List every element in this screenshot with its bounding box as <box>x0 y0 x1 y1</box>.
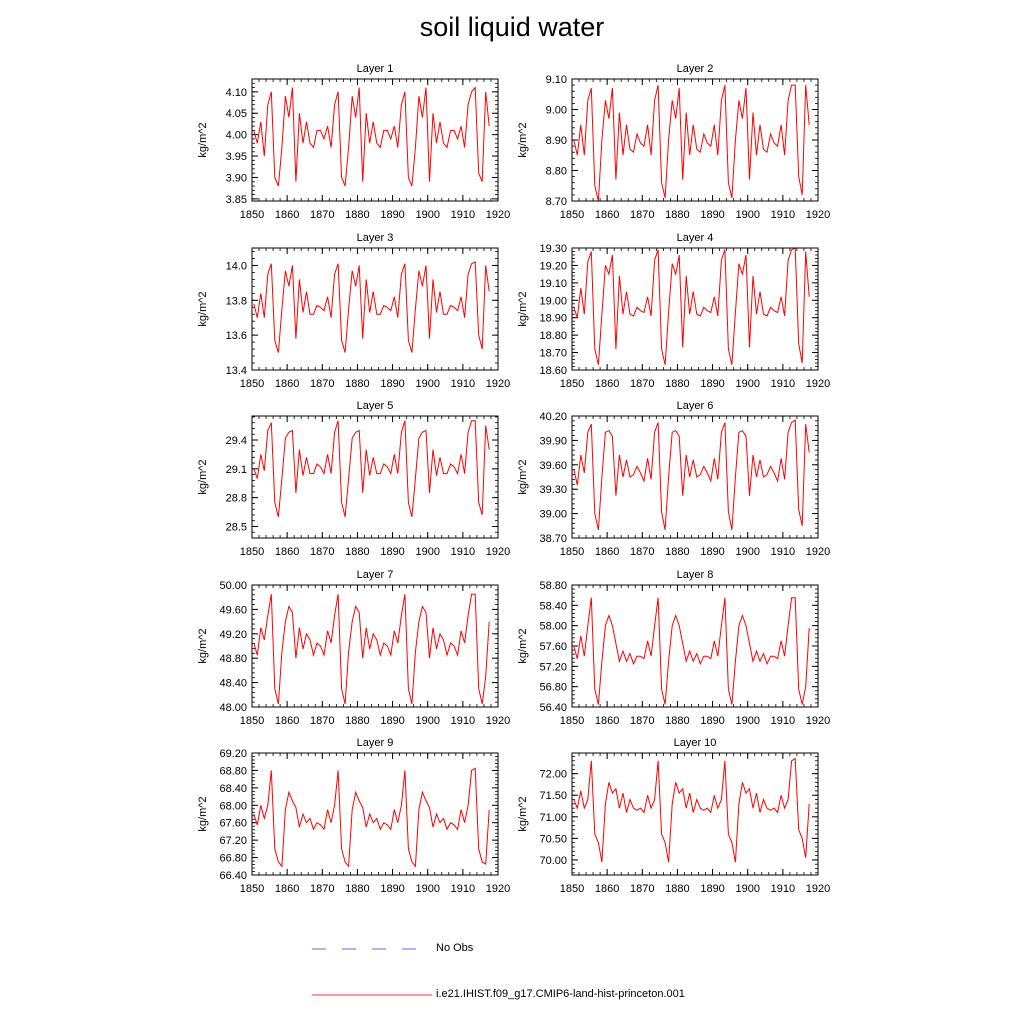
x-tick-label: 1910 <box>770 546 796 558</box>
y-tick-label: 39.60 <box>539 459 567 472</box>
y-tick-label: 70.00 <box>539 854 567 867</box>
y-tick-label: 72.00 <box>539 768 567 781</box>
x-tick-label: 1910 <box>450 378 476 390</box>
series-line <box>574 85 809 201</box>
y-tick-label: 57.20 <box>539 661 567 674</box>
x-tick-label: 1880 <box>345 883 370 895</box>
y-tick-label: 58.00 <box>539 620 567 633</box>
panel-title: Layer 4 <box>676 232 714 244</box>
x-tick-label: 1890 <box>700 209 725 221</box>
panel-7 <box>197 569 510 727</box>
x-tick-label: 1900 <box>415 546 440 558</box>
plot-frame <box>252 79 498 201</box>
x-tick-label: 1910 <box>770 883 796 895</box>
series-line <box>254 262 489 353</box>
y-axis-label: kg/m^2 <box>197 796 209 832</box>
x-tick-label: 1850 <box>559 209 585 221</box>
x-tick-label: 1880 <box>665 715 690 727</box>
panel-title: Layer 8 <box>676 569 714 581</box>
x-tick-label: 1890 <box>700 378 725 390</box>
y-tick-label: 19.20 <box>539 260 567 273</box>
series-line <box>574 759 809 863</box>
x-tick-label: 1900 <box>735 209 760 221</box>
y-tick-label: 13.6 <box>225 330 247 343</box>
y-tick-label: 4.10 <box>225 86 247 99</box>
x-tick-label: 1890 <box>380 715 405 727</box>
panel-title: Layer 3 <box>356 232 394 244</box>
x-tick-label: 1860 <box>594 209 620 221</box>
y-tick-label: 56.40 <box>539 702 567 714</box>
y-tick-label: 8.80 <box>545 165 567 178</box>
y-tick-label: 66.40 <box>219 870 247 882</box>
y-tick-label: 49.20 <box>219 628 247 641</box>
y-tick-label: 13.8 <box>225 295 247 308</box>
y-tick-label: 67.20 <box>219 835 247 848</box>
panel-title: Layer 6 <box>676 400 714 412</box>
series-line <box>574 598 809 705</box>
y-axis-label: kg/m^2 <box>197 459 209 495</box>
x-tick-label: 1880 <box>345 209 370 221</box>
legend-no-obs-label: No Obs <box>436 942 474 954</box>
y-tick-label: 68.80 <box>219 765 247 778</box>
x-tick-label: 1890 <box>380 378 405 390</box>
plot-frame <box>572 753 818 875</box>
x-tick-label: 1890 <box>380 883 405 895</box>
x-tick-label: 1850 <box>559 883 585 895</box>
y-axis-label: kg/m^2 <box>197 122 209 158</box>
x-tick-label: 1870 <box>310 209 335 221</box>
x-tick-label: 1920 <box>485 209 511 221</box>
x-tick-label: 1900 <box>415 378 440 390</box>
x-tick-label: 1870 <box>630 883 655 895</box>
x-tick-label: 1860 <box>274 546 300 558</box>
x-tick-label: 1880 <box>665 378 690 390</box>
x-tick-label: 1860 <box>274 209 300 221</box>
x-tick-label: 1910 <box>450 715 476 727</box>
x-tick-label: 1900 <box>735 715 760 727</box>
x-tick-label: 1850 <box>559 715 585 727</box>
panel-title: Layer 10 <box>673 737 717 749</box>
y-tick-label: 50.00 <box>219 580 247 592</box>
x-tick-label: 1900 <box>735 378 760 390</box>
y-axis-label: kg/m^2 <box>517 459 529 495</box>
y-tick-label: 39.00 <box>539 508 567 521</box>
panel-title: Layer 5 <box>356 400 394 412</box>
y-tick-label: 48.00 <box>219 702 247 714</box>
chart-title: soil liquid water <box>419 12 605 42</box>
x-tick-label: 1920 <box>485 546 511 558</box>
y-tick-label: 8.90 <box>545 135 567 147</box>
y-axis-label: kg/m^2 <box>517 122 529 158</box>
y-tick-label: 4.05 <box>225 108 247 121</box>
y-tick-label: 71.00 <box>539 811 567 824</box>
y-tick-label: 68.00 <box>219 800 247 813</box>
x-tick-label: 1920 <box>805 209 831 221</box>
plot-frame <box>572 585 818 707</box>
panel-4 <box>517 232 830 390</box>
x-tick-label: 1870 <box>310 378 335 390</box>
x-tick-label: 1880 <box>665 883 690 895</box>
y-tick-label: 71.50 <box>539 790 567 803</box>
x-tick-label: 1860 <box>274 378 300 390</box>
y-tick-label: 67.60 <box>219 817 247 830</box>
x-tick-label: 1900 <box>735 883 760 895</box>
y-tick-label: 8.70 <box>545 196 567 208</box>
y-axis-label: kg/m^2 <box>197 628 209 664</box>
x-tick-label: 1870 <box>630 209 655 221</box>
x-tick-label: 1910 <box>770 715 796 727</box>
y-tick-label: 19.00 <box>539 295 567 308</box>
y-tick-label: 9.00 <box>545 104 567 117</box>
y-tick-label: 38.70 <box>539 533 567 545</box>
x-tick-label: 1860 <box>274 883 300 895</box>
y-tick-label: 39.30 <box>539 484 567 497</box>
panel-5 <box>197 400 510 558</box>
y-tick-label: 68.40 <box>219 782 247 795</box>
x-tick-label: 1850 <box>239 883 265 895</box>
x-tick-label: 1880 <box>665 546 690 558</box>
panel-9 <box>197 737 510 895</box>
series-line <box>574 420 809 530</box>
x-tick-label: 1910 <box>770 209 796 221</box>
panel-title: Layer 2 <box>676 63 714 75</box>
x-tick-label: 1920 <box>805 715 831 727</box>
plot-frame <box>252 585 498 707</box>
x-tick-label: 1860 <box>274 715 300 727</box>
panel-3 <box>197 232 510 390</box>
y-axis-label: kg/m^2 <box>517 291 529 327</box>
y-tick-label: 18.60 <box>539 365 567 377</box>
x-tick-label: 1850 <box>239 378 265 390</box>
panel-8 <box>517 569 830 727</box>
plot-frame <box>572 416 818 538</box>
x-tick-label: 1910 <box>770 378 796 390</box>
x-tick-label: 1870 <box>630 715 655 727</box>
panel-title: Layer 7 <box>356 569 394 581</box>
y-axis-label: kg/m^2 <box>517 796 529 832</box>
panel-10 <box>517 737 830 895</box>
plot-frame <box>252 753 498 875</box>
x-tick-label: 1880 <box>345 546 370 558</box>
y-tick-label: 49.60 <box>219 604 247 617</box>
x-tick-label: 1910 <box>450 883 476 895</box>
x-tick-label: 1920 <box>485 715 511 727</box>
y-tick-label: 14.0 <box>225 260 247 273</box>
y-tick-label: 57.60 <box>539 641 567 653</box>
y-tick-label: 3.90 <box>225 172 247 185</box>
y-tick-label: 48.80 <box>219 653 247 666</box>
y-tick-label: 56.80 <box>539 681 567 694</box>
x-tick-label: 1870 <box>310 715 335 727</box>
x-tick-label: 1920 <box>485 883 511 895</box>
y-tick-label: 28.5 <box>225 521 247 534</box>
y-axis-label: kg/m^2 <box>517 628 529 664</box>
x-tick-label: 1890 <box>700 715 725 727</box>
x-tick-label: 1870 <box>630 378 655 390</box>
panel-title: Layer 1 <box>356 63 394 75</box>
y-tick-label: 69.20 <box>219 748 247 760</box>
x-tick-label: 1920 <box>805 378 831 390</box>
x-tick-label: 1870 <box>310 883 335 895</box>
y-tick-label: 18.80 <box>539 330 567 343</box>
series-line <box>254 594 489 704</box>
series-line <box>254 88 489 186</box>
x-tick-label: 1850 <box>239 715 265 727</box>
x-tick-label: 1860 <box>594 883 620 895</box>
x-tick-label: 1900 <box>415 209 440 221</box>
y-tick-label: 18.90 <box>539 312 567 325</box>
x-tick-label: 1880 <box>665 209 690 221</box>
y-tick-label: 19.30 <box>539 243 567 255</box>
y-tick-label: 18.70 <box>539 347 567 360</box>
x-tick-label: 1880 <box>345 715 370 727</box>
x-tick-label: 1850 <box>559 546 585 558</box>
y-tick-label: 58.80 <box>539 580 567 592</box>
x-tick-label: 1900 <box>415 883 440 895</box>
x-tick-label: 1860 <box>594 715 620 727</box>
x-tick-label: 1920 <box>485 378 511 390</box>
x-tick-label: 1920 <box>805 883 831 895</box>
y-tick-label: 13.4 <box>225 365 247 377</box>
y-tick-label: 29.1 <box>225 463 247 476</box>
x-tick-label: 1870 <box>310 546 335 558</box>
y-tick-label: 19.10 <box>539 277 567 290</box>
y-tick-label: 40.20 <box>539 411 567 423</box>
panel-title: Layer 9 <box>356 737 394 749</box>
x-tick-label: 1880 <box>345 378 370 390</box>
y-tick-label: 58.40 <box>539 600 567 613</box>
series-line <box>574 248 809 365</box>
panel-6 <box>517 400 830 558</box>
plot-frame <box>572 248 818 370</box>
x-tick-label: 1850 <box>559 378 585 390</box>
y-tick-label: 28.8 <box>225 492 247 505</box>
y-tick-label: 48.40 <box>219 677 247 690</box>
x-tick-label: 1890 <box>380 209 405 221</box>
x-tick-label: 1910 <box>450 546 476 558</box>
y-axis-label: kg/m^2 <box>197 291 209 327</box>
x-tick-label: 1890 <box>380 546 405 558</box>
panel-1 <box>197 63 510 221</box>
x-tick-label: 1850 <box>239 209 265 221</box>
x-tick-label: 1850 <box>239 546 265 558</box>
y-tick-label: 70.50 <box>539 833 567 846</box>
x-tick-label: 1900 <box>735 546 760 558</box>
x-tick-label: 1910 <box>450 209 476 221</box>
panel-2 <box>517 63 830 221</box>
x-tick-label: 1890 <box>700 883 725 895</box>
y-tick-label: 66.80 <box>219 852 247 865</box>
x-tick-label: 1890 <box>700 546 725 558</box>
legend-model-label: i.e21.IHIST.f09_g17.CMIP6-land-hist-princeton.001 <box>436 988 685 1000</box>
series-line <box>254 421 489 517</box>
plot-frame <box>252 416 498 538</box>
y-tick-label: 29.4 <box>225 435 247 448</box>
y-tick-label: 4.00 <box>225 129 247 142</box>
plot-frame <box>252 248 498 370</box>
x-tick-label: 1860 <box>594 378 620 390</box>
x-tick-label: 1920 <box>805 546 831 558</box>
y-tick-label: 3.85 <box>225 193 247 206</box>
x-tick-label: 1860 <box>594 546 620 558</box>
y-tick-label: 39.90 <box>539 435 567 448</box>
x-tick-label: 1900 <box>415 715 440 727</box>
y-tick-label: 3.95 <box>225 151 247 164</box>
y-tick-label: 9.10 <box>545 74 567 86</box>
x-tick-label: 1870 <box>630 546 655 558</box>
series-line <box>254 768 489 866</box>
